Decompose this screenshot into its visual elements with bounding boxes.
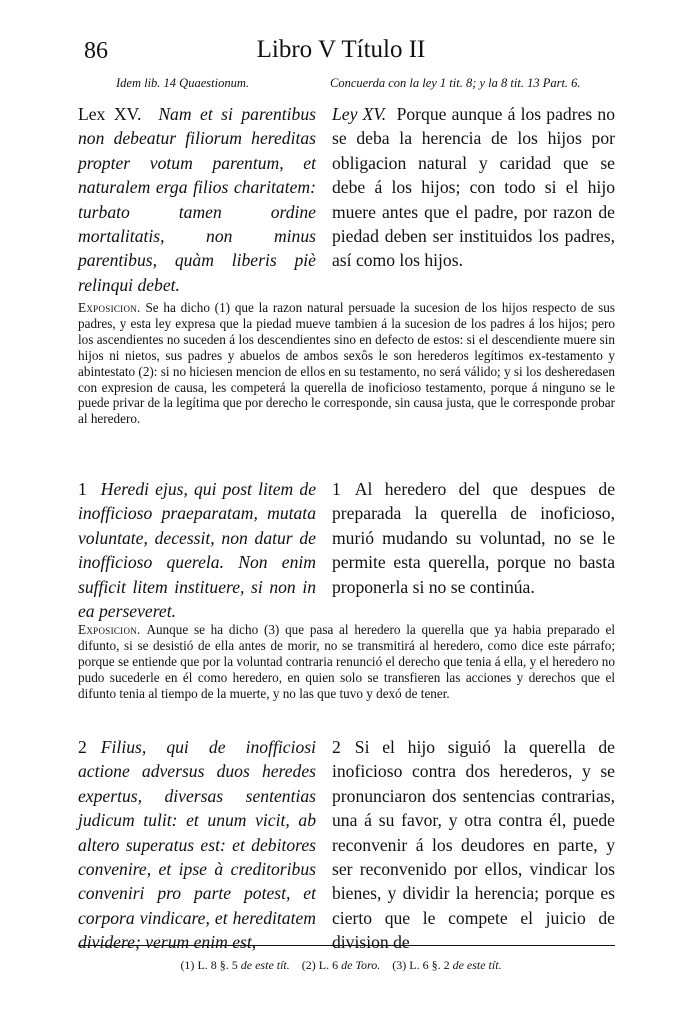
lex-label: Lex XV.: [78, 104, 142, 124]
exposicion-commentary-1: [78, 300, 615, 427]
paragraph-number: 2: [78, 737, 87, 757]
paragraph-text: Filius, qui de inofficiosi actione adversus duos heredes expertus, diversas sententias judicum tulit: et unum vicit, ab altero superatus est: et debitores convenire, et ipse à creditoribus conveniri pro parte potest, et corpora vindicare, et hereditatem dividere; verum enim est,: [78, 737, 316, 953]
footnote-2: (2) L. 6 de Toro.: [301, 958, 381, 972]
ley-label: Ley XV.: [332, 104, 387, 124]
exposicion-label: Exposicion.: [78, 300, 141, 315]
footnote-1: (1) L. 8 §. 5 de este tít.: [180, 958, 290, 972]
paragraph-1-latin: [78, 477, 316, 623]
exposicion-commentary-2: [78, 622, 615, 702]
paragraph-text: Al heredero del que despues de preparada la querella de inoficioso, murió mudando su voluntad, no se le permite esta querella, porque no basta proponerla si no se continúa.: [332, 479, 615, 597]
footnotes: [0, 958, 682, 973]
source-citation-latin: Idem lib. 14 Quaestionum.: [116, 76, 249, 90]
running-title: Libro V Título II: [256, 36, 426, 63]
paragraph-1-spanish: [332, 477, 615, 599]
paragraph-number: 2: [332, 737, 341, 757]
exposicion-text: Aunque se ha dicho (3) que pasa al heredero la querella que ya habia preparado el difunto, si se desistió de ella antes de morir, no se transmitirá al heredero, como dice este párrafo; porque se entiende que por la voluntad contraria renunció el derecho que tenia á ella, y el heredero no pudo sucederle en él como heredero, en quien solo se transfieren las acciones y derechos que el difunto tenia al tiempo de la muerte, y no las que tuvo y dexó de tener.: [78, 622, 615, 701]
page-number: 86: [84, 38, 108, 64]
ley-text: Porque aunque á los padres no se deba la herencia de los hijos por obligacion natural y caridad que se debe á los hijos; con todo si el hijo muere antes que el padre, por razon de piedad deben ser instituidos los padres, así como los hijos.: [332, 104, 616, 271]
footnote-divider: [78, 945, 615, 946]
paragraph-2-latin: [78, 735, 316, 955]
paragraph-number: 1: [78, 479, 87, 499]
paragraph-text: Si el hijo siguió la querella de inoficioso contra dos herederos, y se pronunciaron dos sentencias contrarias, una á su favor, y otra contra él, puede reconvenir á los deudores en parte, y ser reconvenido por ellos, vindicar los bienes, y dividir la herencia; porque es cierto que le compete el juicio de division de: [332, 737, 615, 953]
exposicion-label: Exposicion.: [78, 622, 141, 637]
paragraph-text: Heredi ejus, qui post litem de inofficioso praeparatam, mutata voluntate, decessit, non datur de inofficioso querela. Non enim sufficit litem instituere, si non in ea perseveret.: [78, 479, 316, 622]
exposicion-text: Se ha dicho (1) que la razon natural persuade la sucesion de los hijos respecto de sus padres, y esta ley expresa que la piedad mueve tambien á la sucesion de los padres á los hijos; pero los ascendientes no suceden á los descendientes sino en defecto de estos: si el descendiente muere sin hijos ni nietos, sus padres y abuelos de ambos sexôs le son herederos legítimos ex-testamento y abintestato (2): si no hiciesen mencion de ellos en su testamento, no será válido; y si los desheredasen con expresion de causa, les competerá la querella de inoficioso testamento, porque á ninguno se le puede privar de la legítima que por derecho le corresponde, sin causa justa, que le corresponde probar al heredero.: [78, 300, 616, 427]
paragraph-number: 1: [332, 479, 341, 499]
lex-text: Nam et si parentibus non debeatur filiorum hereditas propter votum parentum, et naturalem erga filios charitatem: turbato tamen ordine mortalitatis, non minus parentibus, quàm liberis piè relinqui debet.: [78, 104, 316, 295]
paragraph-2-spanish: [332, 735, 615, 955]
lex-xv-latin: [78, 102, 316, 297]
footnote-3: (3) L. 6 §. 2 de este tít.: [392, 958, 502, 972]
ley-xv-spanish: [332, 102, 615, 273]
source-citation-spanish: Concuerda con la ley 1 tit. 8; y la 8 tit. 13 Part. 6.: [330, 76, 581, 90]
